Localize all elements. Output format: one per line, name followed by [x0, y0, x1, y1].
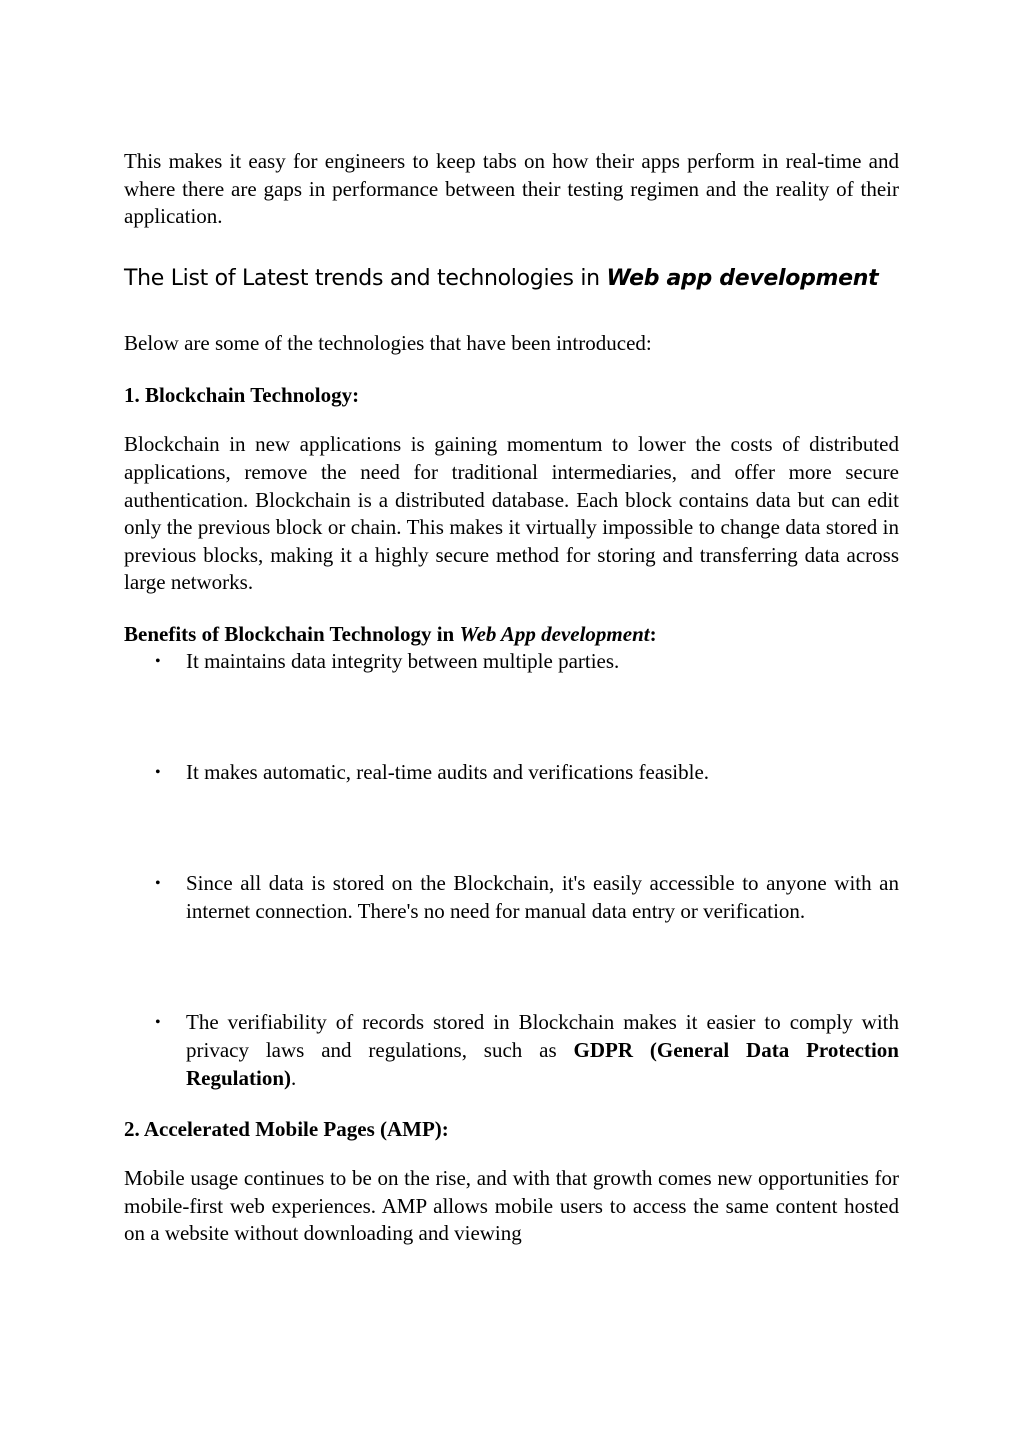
gdpr-term: GDPR (General Data Protection Regulation)	[186, 1037, 899, 1090]
amp-paragraph: Mobile usage continues to be on the rise, and with that growth comes new opportunities for mobile-first web experiences. AMP allows mobile users to access the same content hosted on a website without downloading and viewing	[124, 1166, 899, 1246]
intro-paragraph: This makes it easy for engineers to keep tabs on how their apps perform in real-time and where there are gaps in performance between their testing regimen and the reality of their application.	[124, 149, 899, 229]
list-item: • Since all data is stored on the Blockchain, it's easily accessible to anyone with an internet connection. There's no need for manual data entry or verification.	[124, 870, 899, 925]
list-item-text: The verifiability of records stored in Blockchain makes it easier to comply with privacy laws and regulations, such as	[186, 1010, 899, 1062]
blockchain-paragraph: Blockchain in new applications is gaining momentum to lower the costs of distributed applications, remove the need for traditional intermediaries, and offer more secure authentication. Blockchain is a distributed database. Each block contains data but can edit only the previous block or chain. This makes it virtually impossible to change data stored in previous blocks, making it a highly secure method for storing and transferring data across large networks.	[124, 432, 899, 595]
section-heading-text: The List of Latest trends and technologies in	[124, 265, 607, 291]
document-page	[124, 148, 899, 1248]
section-heading	[124, 264, 899, 294]
benefits-title	[124, 620, 899, 648]
lead-paragraph: Below are some of the technologies that have been introduced:	[124, 330, 652, 355]
blockchain-heading: 1. Blockchain Technology:	[124, 383, 360, 408]
list-item-end: .	[291, 1065, 297, 1090]
list-item	[124, 1009, 899, 1092]
benefits-title-emphasis: Web App development	[459, 621, 650, 646]
benefits-title-text: Benefits of Blockchain Technology in	[124, 621, 460, 646]
list-item: • It makes automatic, real-time audits and verifications feasible.	[124, 759, 899, 787]
section-heading-emphasis: Web app development	[606, 265, 879, 291]
benefits-list	[124, 648, 899, 1092]
list-item: • It maintains data integrity between multiple parties.	[124, 648, 899, 676]
amp-heading: 2. Accelerated Mobile Pages (AMP):	[124, 1117, 449, 1142]
benefits-title-colon: :	[649, 621, 657, 646]
